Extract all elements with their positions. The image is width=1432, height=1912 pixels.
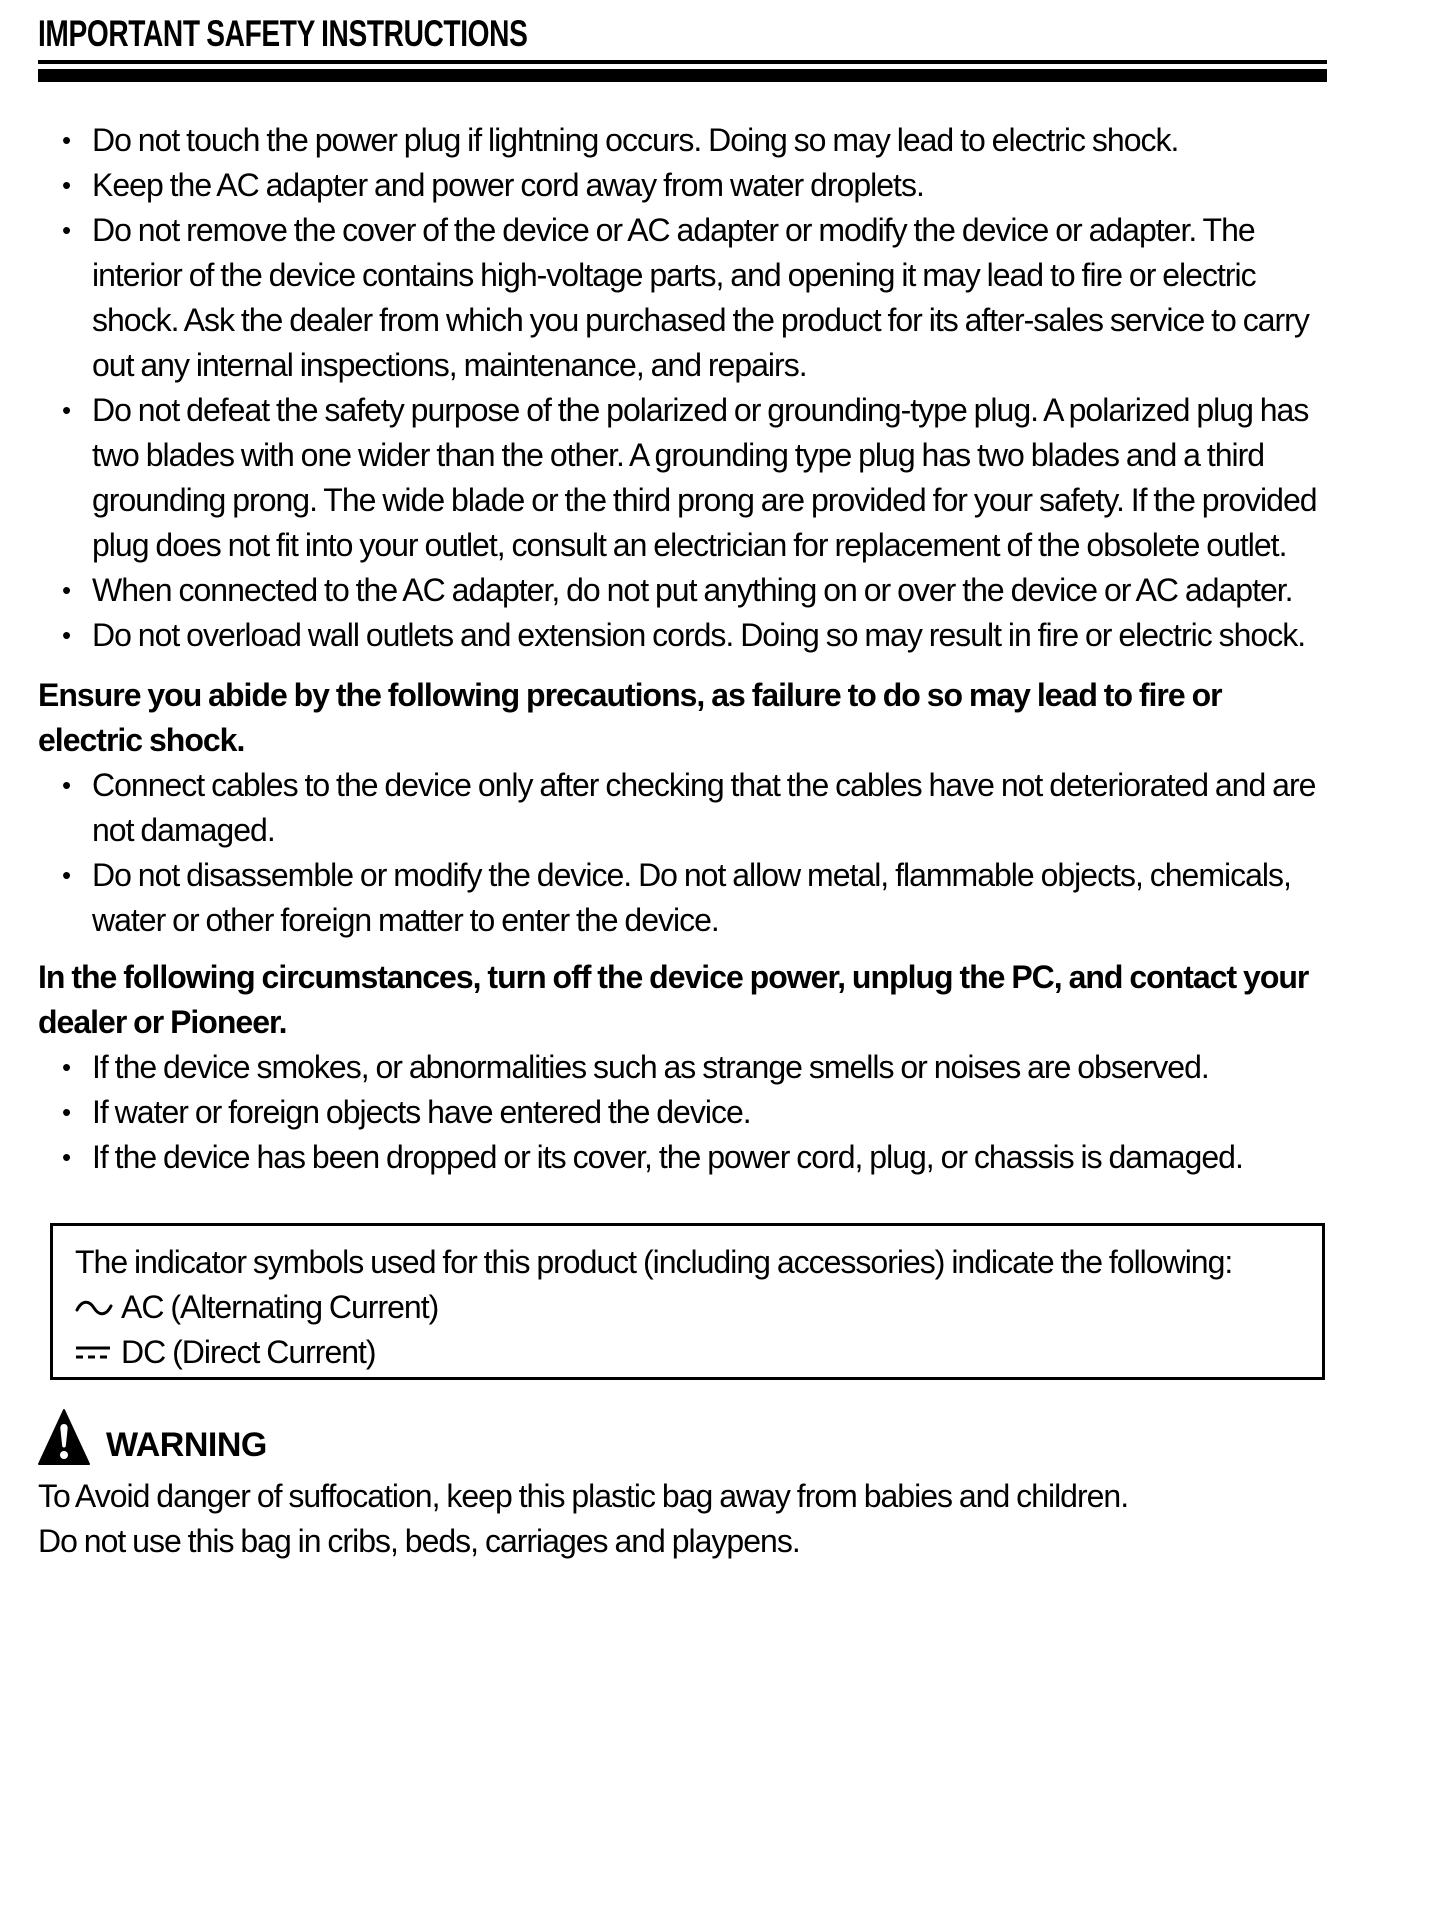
list-item [38, 853, 1327, 943]
warning-line-1: To Avoid danger of suffocation, keep this plastic bag away from babies and children. [38, 1478, 1129, 1514]
dc-symbol-label: DC (Direct Current) [121, 1334, 376, 1370]
list-item [38, 118, 1327, 163]
bullet-icon: • [62, 125, 71, 155]
warning-triangle-icon [38, 1408, 90, 1466]
bullet-icon: • [62, 1097, 71, 1127]
list-item [38, 763, 1327, 853]
bullet-icon: • [62, 170, 71, 200]
intro-bullet-list [38, 118, 1327, 658]
title-rule-thick [38, 69, 1327, 82]
bullet-icon: • [62, 1142, 71, 1172]
bullet-text: Do not disassemble or modify the device. Do not allow metal, flammable objects, chemicals, water or other foreign matter to enter the device. [92, 857, 1291, 938]
bullet-text: Do not remove the cover of the device or AC adapter or modify the device or adapter. The interior of the device contains high-voltage parts, and opening it may lead to fire or electric shock. Ask the dealer from which you purchased the product for its after-sales service to carry out any internal inspections, maintenance, and repairs. [92, 212, 1309, 383]
list-item [38, 1045, 1327, 1090]
ac-waveform-icon [75, 1297, 121, 1319]
warning-header [38, 1408, 1327, 1466]
list-item [38, 1135, 1327, 1180]
ac-symbol-label: AC (Alternating Current) [121, 1289, 439, 1325]
warning-label: WARNING [106, 1426, 267, 1464]
ac-symbol-row [75, 1285, 1302, 1330]
bullet-text: Do not overload wall outlets and extension cords. Doing so may result in fire or electric shock. [92, 617, 1306, 653]
bullet-icon: • [62, 215, 71, 245]
bullet-icon: • [62, 395, 71, 425]
title-rule-thin [38, 60, 1327, 64]
bullet-text: Keep the AC adapter and power cord away from water droplets. [92, 167, 924, 203]
bullet-text: When connected to the AC adapter, do not put anything on or over the device or AC adapter. [92, 572, 1293, 608]
list-item [38, 1090, 1327, 1135]
bullet-icon: • [62, 620, 71, 650]
bullet-text: Do not defeat the safety purpose of the polarized or grounding-type plug. A polarized plug has two blades with one wider than the other. A grounding type plug has two blades and a third grounding prong. The wide blade or the third prong are provided for your safety. If the provided plug does not fit into your outlet, consult an electrician for replacement of the obsolete outlet. [92, 392, 1317, 563]
dc-symbol-icon [75, 1344, 121, 1362]
list-item [38, 208, 1327, 388]
warning-line-2: Do not use this bag in cribs, beds, carriages and playpens. [38, 1523, 800, 1559]
circumstances-heading: In the following circumstances, turn off the device power, unplug the PC, and contact your dealer or Pioneer. [38, 959, 1309, 1040]
bullet-icon: • [62, 575, 71, 605]
circumstances-bullet-list [38, 1045, 1327, 1180]
list-item [38, 613, 1327, 658]
bullet-text: If the device smokes, or abnormalities such as strange smells or noises are observed. [92, 1049, 1209, 1085]
bullet-icon: • [62, 860, 71, 890]
bullet-icon: • [62, 1052, 71, 1082]
list-item [38, 163, 1327, 208]
bullet-text: Do not touch the power plug if lightning occurs. Doing so may lead to electric shock. [92, 122, 1179, 158]
indicator-box-intro: The indicator symbols used for this product (including accessories) indicate the following: [75, 1244, 1233, 1280]
bullet-icon: • [62, 770, 71, 800]
list-item [38, 568, 1327, 613]
page-title: IMPORTANT SAFETY INSTRUCTIONS [38, 13, 528, 54]
dc-symbol-row [75, 1330, 1302, 1375]
list-item [38, 388, 1327, 568]
precautions-heading: Ensure you abide by the following precautions, as failure to do so may lead to fire or electric shock. [38, 677, 1222, 758]
precautions-bullet-list [38, 763, 1327, 943]
bullet-text: If the device has been dropped or its cover, the power cord, plug, or chassis is damaged. [92, 1139, 1243, 1175]
bullet-text: If water or foreign objects have entered the device. [92, 1094, 751, 1130]
indicator-symbols-box [50, 1223, 1325, 1380]
bullet-text: Connect cables to the device only after checking that the cables have not deteriorated and are not damaged. [92, 767, 1316, 848]
warning-text [38, 1474, 1327, 1564]
